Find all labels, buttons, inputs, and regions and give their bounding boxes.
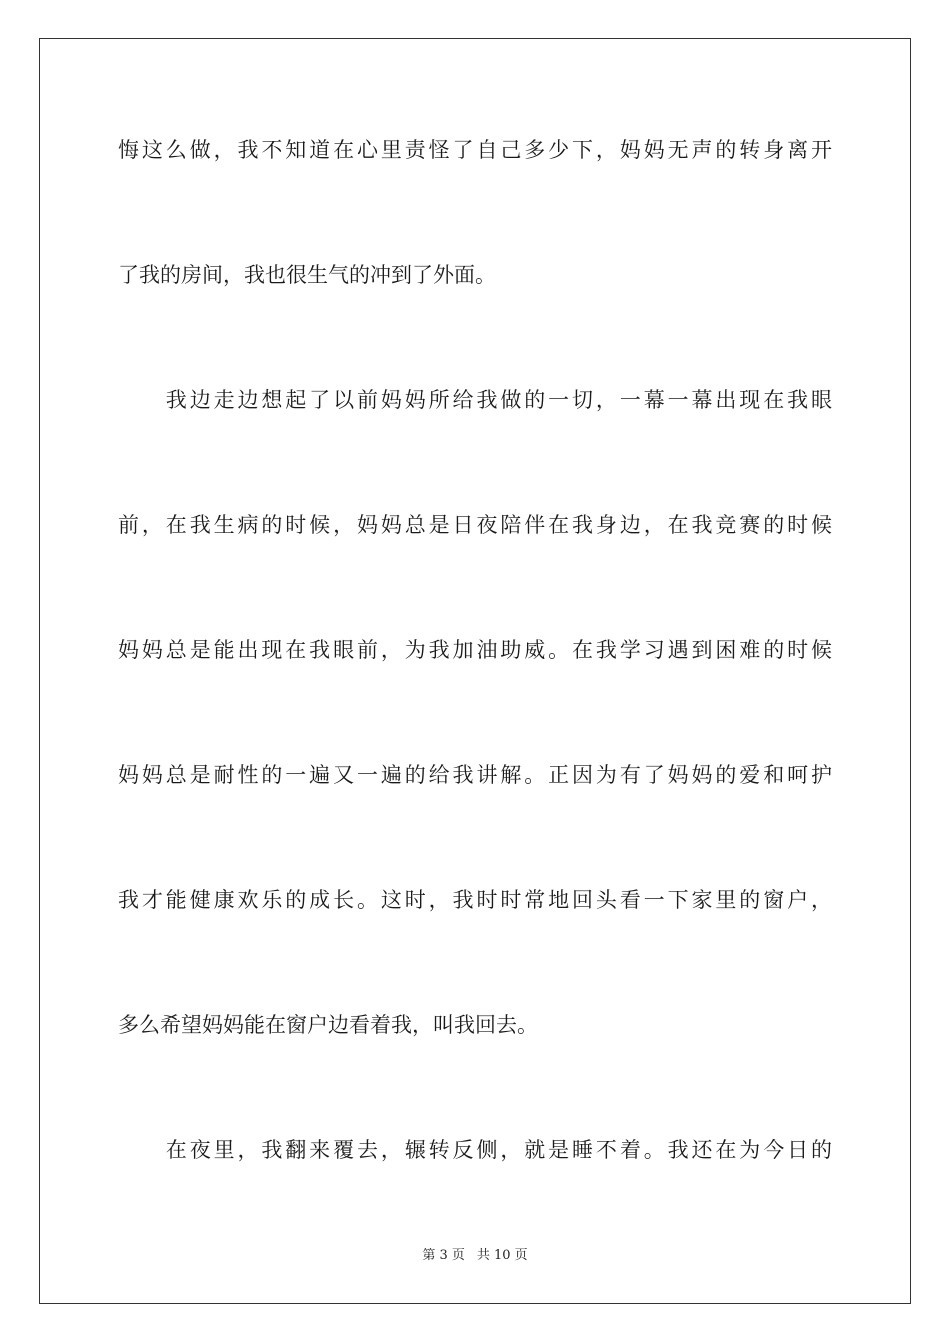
- text-line-4: 前，在我生病的时候，妈妈总是日夜陪伴在我身边，在我竞赛的时候: [118, 513, 832, 537]
- text-line-7: 我才能健康欢乐的成长。这时，我时时常地回头看一下家里的窗户，: [118, 888, 832, 912]
- text-line-8: 多么希望妈妈能在窗户边看着我，叫我回去。: [118, 1013, 538, 1037]
- page-total: 共 10 页: [476, 1248, 528, 1263]
- text-line-3: 我边走边想起了以前妈妈所给我做的一切，一幕一幕出现在我眼: [118, 388, 832, 412]
- text-line-1: 悔这么做，我不知道在心里责怪了自己多少下，妈妈无声的转身离开: [118, 138, 832, 162]
- text-line-5: 妈妈总是能出现在我眼前，为我加油助威。在我学习遇到困难的时候: [118, 638, 832, 662]
- page-border: [39, 38, 911, 1304]
- page-footer: [0, 1248, 950, 1264]
- text-line-2: 了我的房间，我也很生气的冲到了外面。: [118, 263, 496, 287]
- text-line-9: 在夜里，我翻来覆去，辗转反侧，就是睡不着。我还在为今日的: [118, 1138, 832, 1162]
- page-number: 第 3 页: [422, 1248, 465, 1263]
- text-line-6: 妈妈总是耐性的一遍又一遍的给我讲解。正因为有了妈妈的爱和呵护: [118, 763, 832, 787]
